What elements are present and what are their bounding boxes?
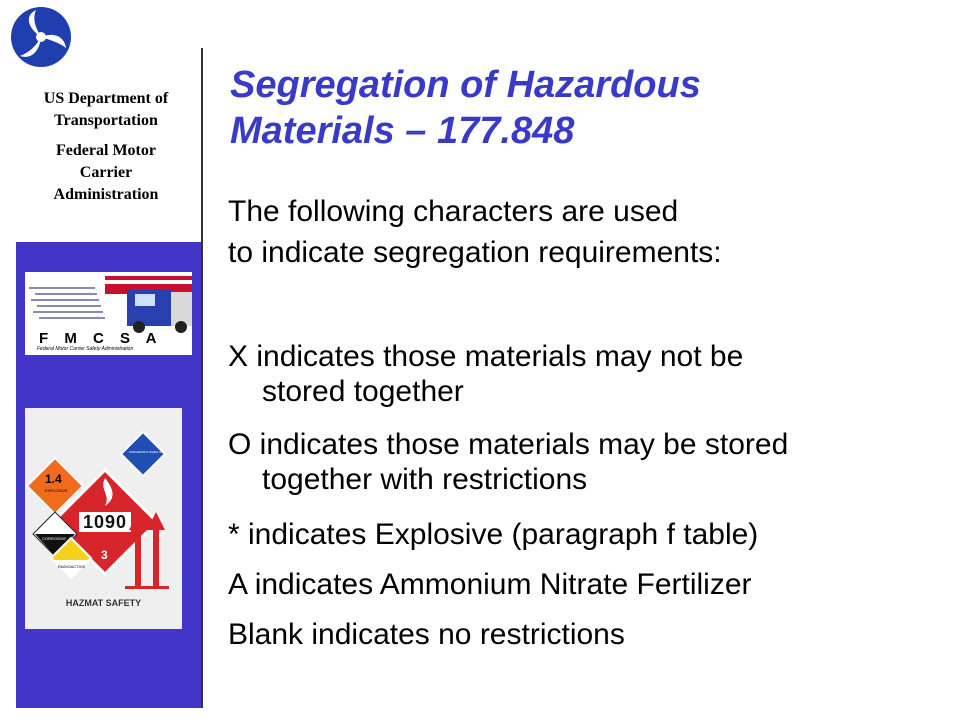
slide-title-line-2: Materials – 177.848 <box>230 110 575 152</box>
hazmat-safety-caption: HAZMAT SAFETY <box>65 598 142 608</box>
agency-name <box>8 140 204 206</box>
placard-1-4-label: 1.4 <box>45 472 62 486</box>
agency-line-1: Federal Motor <box>56 142 156 159</box>
item-x-line-2: stored together <box>262 375 464 408</box>
agency-line-3: Administration <box>53 186 159 203</box>
item-blank: Blank indicates no restrictions <box>228 618 625 651</box>
fmcsa-logo <box>25 272 192 355</box>
intro-line-1: The following characters are used <box>228 195 679 228</box>
placard-corrosive-label: CORROSIVE <box>42 536 67 541</box>
hazmat-safety-image <box>25 408 182 629</box>
department-line-2: Transportation <box>54 112 158 129</box>
department-name <box>8 88 204 132</box>
fmcsa-logo-subtext: Federal Motor Carrier Safety Administration <box>37 346 134 352</box>
vertical-divider <box>201 48 203 708</box>
item-o <box>228 427 948 497</box>
placard-number-label: 1090 <box>82 512 128 532</box>
item-star: * indicates Explosive (paragraph f table) <box>228 518 759 551</box>
item-o-line-1: O indicates those materials may be stored <box>228 428 789 461</box>
item-o-line-2: together with restrictions <box>262 463 588 496</box>
placard-explosive-label: EXPLOSIVE <box>45 488 68 493</box>
dot-logo-icon <box>10 6 72 68</box>
agency-line-2: Carrier <box>79 164 133 181</box>
fmcsa-logo-text: F M C S A <box>39 330 163 347</box>
intro-line-2: to indicate segregation requirements: <box>228 236 722 269</box>
slide-title <box>230 62 930 154</box>
slide-title-line-1: Segregation of Hazardous <box>230 64 701 106</box>
placard-dangerous-label: DANGEROUS WHEN WET <box>129 450 166 454</box>
item-a: A indicates Ammonium Nitrate Fertilizer <box>228 568 752 601</box>
department-line-1: US Department of <box>43 90 169 107</box>
placard-radioactive-label: RADIOACTIVE <box>58 564 86 569</box>
item-x <box>228 339 948 409</box>
item-x-line-1: X indicates those materials may not be <box>228 340 744 373</box>
intro-text <box>228 193 948 272</box>
placard-class-3-label: 3 <box>101 548 108 562</box>
